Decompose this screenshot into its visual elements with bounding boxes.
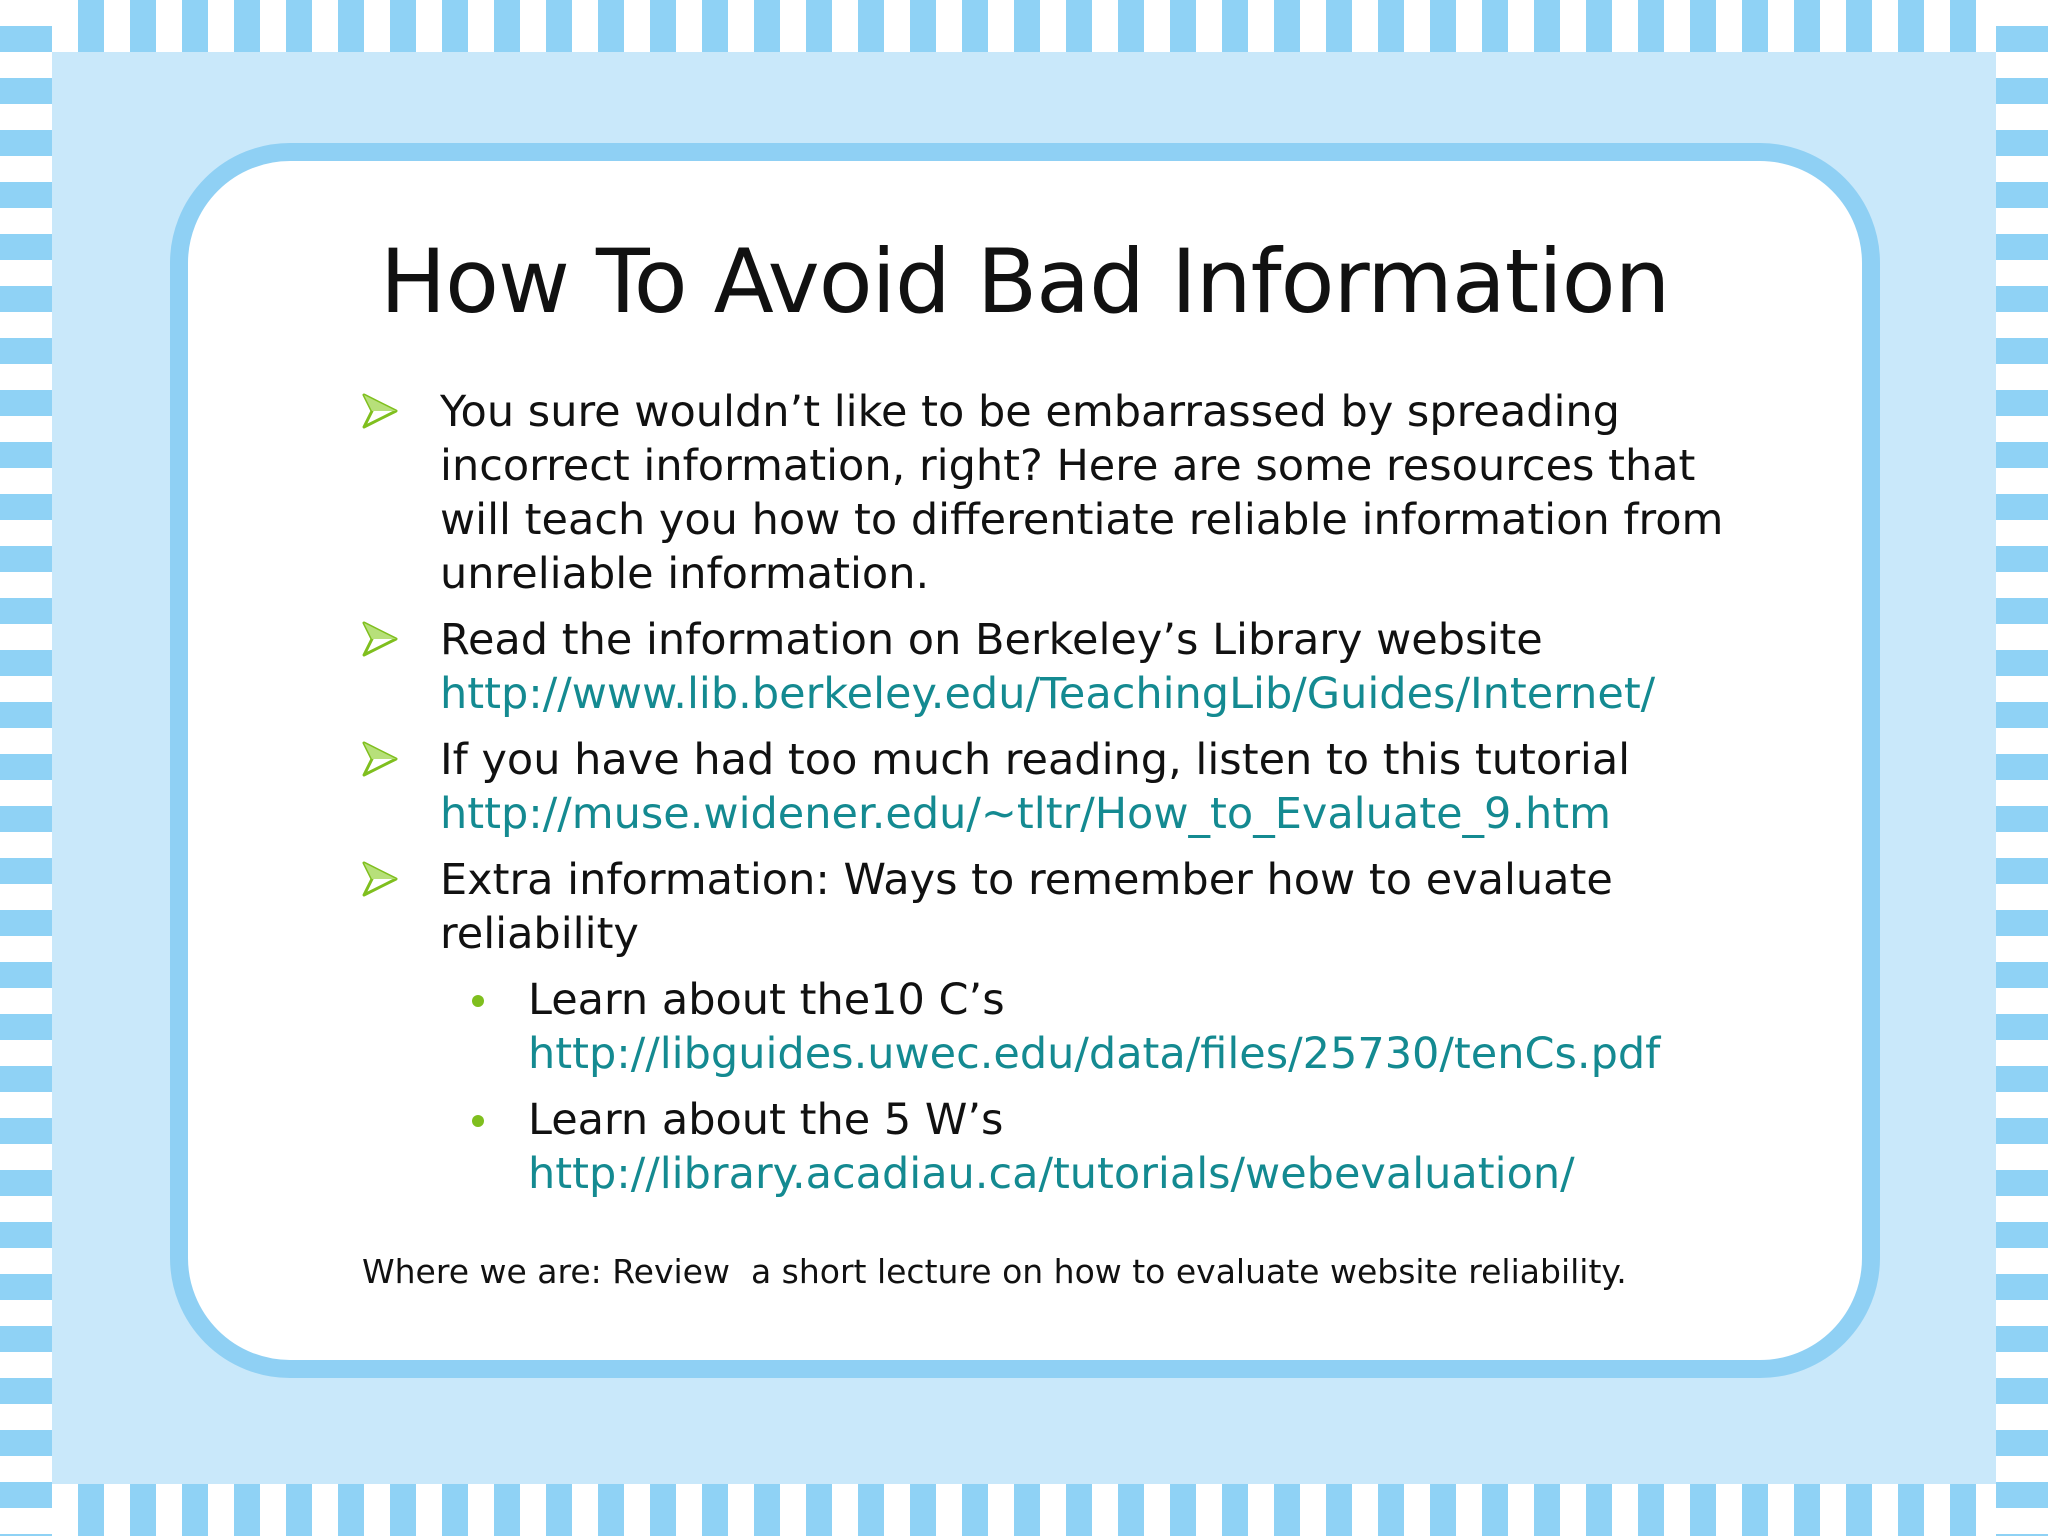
bullet-item [360, 613, 1740, 721]
bullet-text: Extra information: Ways to remember how to evaluate reliability [440, 855, 1613, 959]
striped-border-bottom [0, 1484, 2048, 1536]
striped-border-left [0, 0, 52, 1536]
bullet-item [360, 853, 1740, 961]
bullet-text: Read the information on Berkeley’s Library website [440, 615, 1543, 665]
slide-title: How To Avoid Bad Information [380, 230, 1670, 333]
arrow-bullet-icon [360, 619, 400, 659]
sub-bullet-text: Learn about the10 C’s [528, 975, 1005, 1025]
widener-tutorial-link[interactable]: http://muse.widener.edu/~tltr/How_to_Evaluate_9.htm [440, 789, 1612, 839]
bullet-list [360, 385, 1740, 1213]
ten-cs-link[interactable]: http://libguides.uwec.edu/data/files/25730/tenCs.pdf [528, 1029, 1661, 1079]
berkeley-library-link[interactable]: http://www.lib.berkeley.edu/TeachingLib/Guides/Internet/ [440, 669, 1656, 719]
dot-bullet-icon [472, 995, 484, 1007]
bullet-item [360, 385, 1740, 601]
dot-bullet-icon [472, 1115, 484, 1127]
footer-note: Where we are: Review a short lecture on how to evaluate website reliability. [362, 1252, 1627, 1291]
striped-border-right [1996, 0, 2048, 1536]
sub-bullet-item [360, 1093, 1740, 1201]
striped-border-top [0, 0, 2048, 52]
bullet-item [360, 733, 1740, 841]
bullet-text: You sure wouldn’t like to be embarrassed by spreading incorrect information, right? Here are some resources that will teach you how to differentiate reliable information from unreliable information. [440, 387, 1724, 599]
five-ws-link[interactable]: http://library.acadiau.ca/tutorials/webevaluation/ [528, 1149, 1575, 1199]
bullet-text: If you have had too much reading, listen to this tutorial [440, 735, 1631, 785]
arrow-bullet-icon [360, 391, 400, 431]
arrow-bullet-icon [360, 739, 400, 779]
sub-bullet-text: Learn about the 5 W’s [528, 1095, 1004, 1145]
arrow-bullet-icon [360, 859, 400, 899]
sub-bullet-item [360, 973, 1740, 1081]
